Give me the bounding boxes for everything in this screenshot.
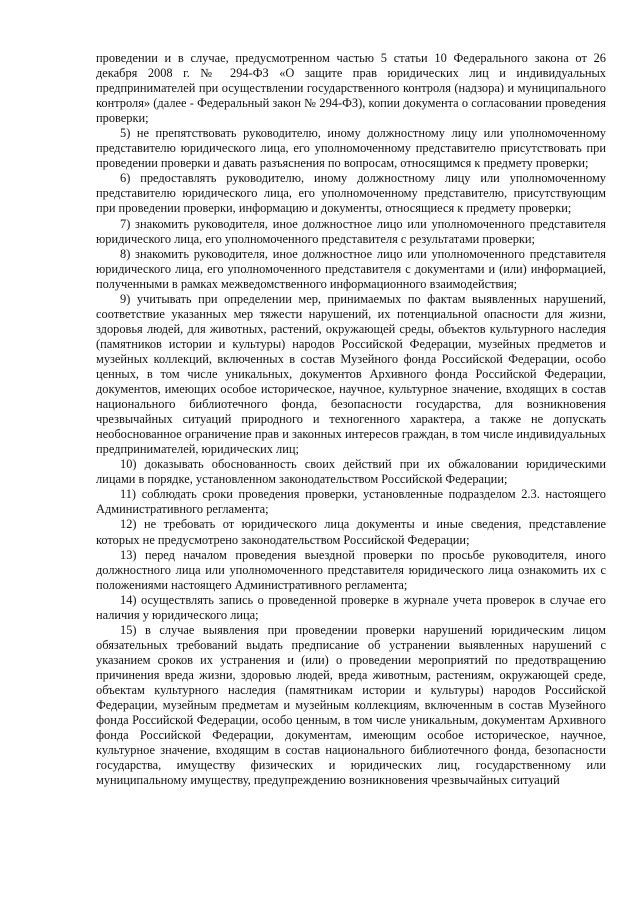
paragraph-item-9: 9) учитывать при определении мер, принимаемых по фактам выявленных нарушений, соответствие указанных мер тяжести нарушений, их потенциальной опасности для жизни, здоровья людей, для животных, растений, окружающей среды, объектов культурного наследия (памятников истории и культуры) народов Российской Федерации, музейных предметов и музейных коллекций, включенных в состав Музейного фонда Российской Федерации, особо ценных, в том числе уникальных, документов Архивного фонда Российской Федерации, документов, имеющих особое историческое, научное, культурное значение, входящих в состав национального библиотечного фонда, безопасности государства, для возникновения чрезвычайных ситуаций природного и техногенного характера, а также не допускать необоснованное ограничение прав и законных интересов граждан, в том числе индивидуальных предпринимателей, юридических лиц; xyxy=(96,291,606,457)
paragraph-item-10: 10) доказывать обоснованность своих действий при их обжаловании юридическими лицами в порядке, установленном законодательством Российской Федерации; xyxy=(96,457,606,487)
paragraph-item-15: 15) в случае выявления при проведении проверки нарушений юридическим лицом обязательных требований выдать предписание об устранении выявленных нарушений с указанием сроков их устранения и (или) о проведении мероприятий по предотвращению причинения вреда жизни, здоровью людей, вреда животным, растениям, окружающей среде, объектам культурного наследия (памятникам истории и культуры) народов Российской Федерации, музейным предметам и музейным коллекциям, включенным в состав Музейного фонда Российской Федерации, особо ценным, в том числе уникальным, документам Архивного фонда Российской Федерации, документам, имеющим особое историческое, научное, культурное значение, входящим в состав национального библиотечного фонда, безопасности государства, имуществу физических и юридических лиц, государственному или муниципальному имуществу, предупреждению возникновения чрезвычайных ситуаций xyxy=(96,622,606,788)
paragraph-item-13: 13) перед началом проведения выездной проверки по просьбе руководителя, иного должностного лица или уполномоченного представителя юридического лица ознакомить их с положениями настоящего Административного регламента; xyxy=(96,547,606,592)
paragraph-item-7: 7) знакомить руководителя, иное должностное лицо или уполномоченного представителя юридического лица, его уполномоченного представителя с результатами проверки; xyxy=(96,216,606,246)
paragraph-continuation: проведении и в случае, предусмотренном частью 5 статьи 10 Федерального закона от 26 декабря 2008 г. № 294-ФЗ «О защите прав юридических лиц и индивидуальных предпринимателей при осуществлении государственного контроля (надзора) и муниципального контроля» (далее - Федеральный закон № 294-ФЗ), копии документа о согласовании проведения проверки; xyxy=(96,51,606,126)
paragraph-item-6: 6) предоставлять руководителю, иному должностному лицу или уполномоченному представителю юридического лица, его уполномоченному представителю, присутствующим при проведении проверки, информацию и документы, относящиеся к предмету проверки; xyxy=(96,171,606,216)
paragraph-item-8: 8) знакомить руководителя, иное должностное лицо или уполномоченного представителя юридического лица, его уполномоченного представителя с документами и (или) информацией, полученными в рамках межведомственного информационного взаимодействия; xyxy=(96,246,606,291)
paragraph-item-5: 5) не препятствовать руководителю, иному должностному лицу или уполномоченному представителю юридического лица, его уполномоченному представителю присутствовать при проведении проверки и давать разъяснения по вопросам, относящимся к предмету проверки; xyxy=(96,126,606,171)
document-page xyxy=(96,51,606,788)
paragraph-item-14: 14) осуществлять запись о проведенной проверке в журнале учета проверок в случае его наличия у юридического лица; xyxy=(96,592,606,622)
paragraph-item-11: 11) соблюдать сроки проведения проверки, установленные подразделом 2.3. настоящего Административного регламента; xyxy=(96,487,606,517)
paragraph-item-12: 12) не требовать от юридического лица документы и иные сведения, представление которых не предусмотрено законодательством Российской Федерации; xyxy=(96,517,606,547)
